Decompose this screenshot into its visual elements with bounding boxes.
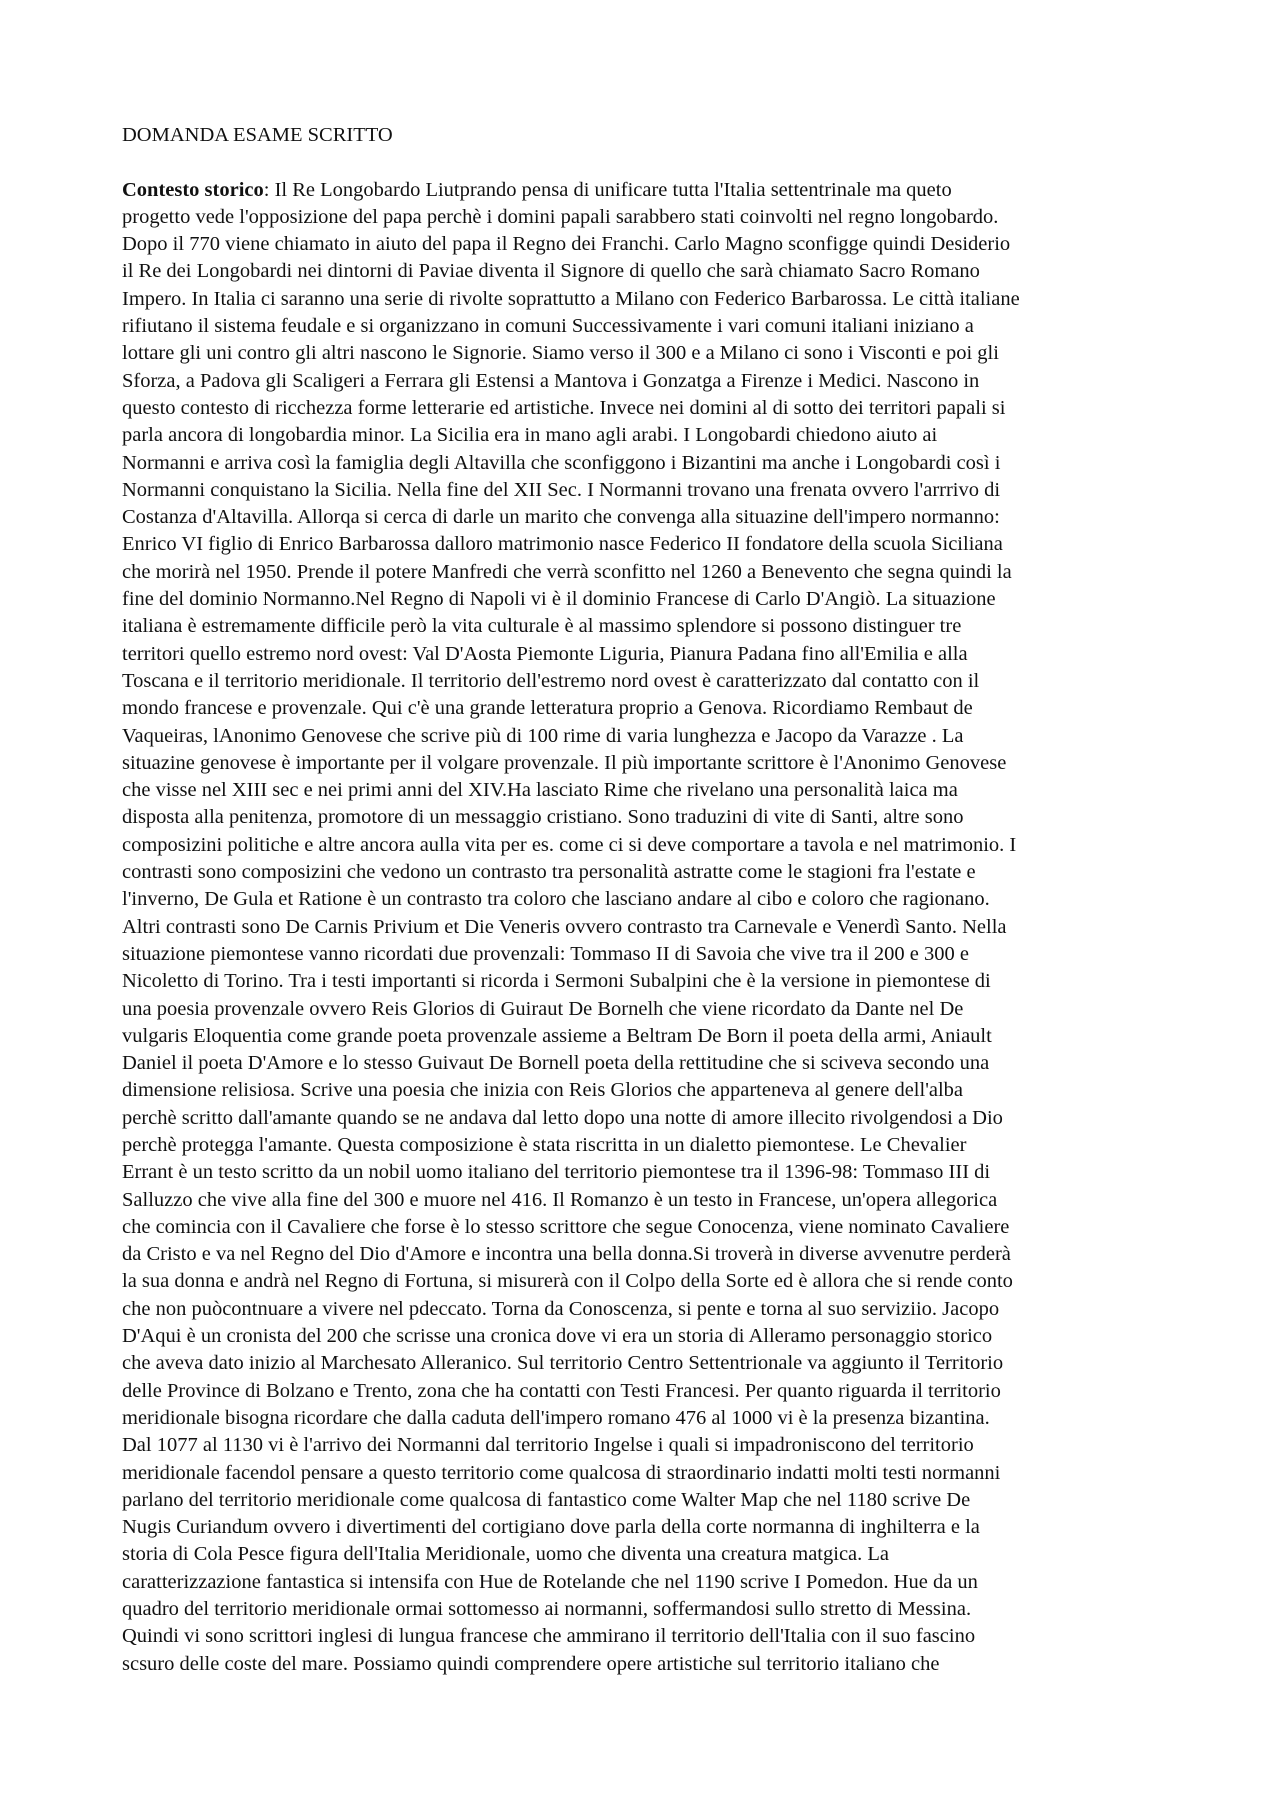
text-line: [122, 1460, 1172, 1487]
text-line: [122, 1378, 1172, 1405]
line-text: storia di Cola Pesce figura dell'Italia Meridionale, uomo che diventa una creatura matgica. La: [122, 1543, 890, 1566]
line-text: situazine genovese è importante per il volgare provenzale. Il più importante scrittore è l'Anonimo Genovese: [122, 751, 1007, 774]
text-line: [122, 1432, 1172, 1459]
line-text: Nugis Curiandum ovvero i divertimenti del cortigiano dove parla della corte normanna di inghilterra e la: [122, 1516, 980, 1539]
line-text: dimensione relisiosa. Scrive una poesia che inizia con Reis Glorios che apparteneva al genere dell'alba: [122, 1079, 964, 1102]
text-line: [122, 450, 1172, 477]
line-text: questo contesto di ricchezza forme letterarie ed artistiche. Invece nei domini al di sotto dei territori papali si: [122, 396, 1006, 419]
line-text: Altri contrasti sono De Carnis Privium et Die Veneris ovvero contrasto tra Carnevale e Venerdì Santo. Nella: [122, 915, 1007, 938]
text-line: [122, 1050, 1172, 1077]
document-title: DOMANDA ESAME SCRITTO: [122, 124, 393, 146]
text-line: [122, 204, 1172, 231]
line-text: scsuro delle coste del mare. Possiamo quindi comprendere opere artistiche sul territorio italiano che: [122, 1652, 940, 1675]
document-page: [122, 122, 1172, 1678]
line-text: progetto vede l'opposizione del papa perchè i domini papali sarabbero stati coinvolti nel regno longobardo.: [122, 205, 999, 228]
text-line: [122, 1350, 1172, 1377]
text-line: [122, 1569, 1172, 1596]
text-line: [122, 1323, 1172, 1350]
text-line: [122, 395, 1172, 422]
line-text: mondo francese e provenzale. Qui c'è una grande letteratura proprio a Genova. Ricordiamo Rembaut de: [122, 697, 973, 720]
text-line: [122, 723, 1172, 750]
line-text: Vaqueiras, lAnonimo Genovese che scrive più di 100 rime di varia lunghezza e Jacopo da Varazze . La: [122, 724, 964, 747]
line-text: Enrico VI figlio di Enrico Barbarossa dalloro matrimonio nasce Federico II fondatore della scuola Siciliana: [122, 533, 1003, 556]
line-text: delle Province di Bolzano e Trento, zona che ha contatti con Testi Francesi. Per quanto riguarda il territorio: [122, 1379, 1001, 1402]
text-line: [122, 750, 1172, 777]
text-line: [122, 1651, 1172, 1678]
text-line: [122, 804, 1172, 831]
line-text: Toscana e il territorio meridionale. Il territorio dell'estremo nord ovest è caratterizzato dal contatto con il: [122, 669, 980, 692]
line-text: che visse nel XIII sec e nei primi anni del XIV.Ha lasciato Rime che rivelano una personalità laica ma: [122, 779, 958, 802]
line-text: vulgaris Eloquentia come grande poeta provenzale assieme a Beltram De Born il poeta della armi, Aniault: [122, 1024, 992, 1047]
line-text: contrasti sono composizini che vedono un contrasto tra personalità astratte come le stagioni fra l'estate e: [122, 861, 976, 884]
text-line: [122, 231, 1172, 258]
line-text: fine del dominio Normanno.Nel Regno di Napoli vi è il dominio Francese di Carlo D'Angiò. La situazione: [122, 588, 996, 611]
line-text: territori quello estremo nord ovest: Val D'Aosta Piemonte Liguria, Pianura Padana fino all'Emilia e alla: [122, 642, 968, 665]
text-line: [122, 1596, 1172, 1623]
line-text: Quindi vi sono scrittori inglesi di lungua francese che ammirano il territorio dell'Italia con il suo fascino: [122, 1625, 976, 1648]
line-text: parla ancora di longobardia minor. La Sicilia era in mano agli arabi. I Longobardi chiedono aiuto ai: [122, 424, 938, 447]
text-line: [122, 1487, 1172, 1514]
line-text: il Re dei Longobardi nei dintorni di Paviae diventa il Signore di quello che sarà chiamato Sacro Romano: [122, 260, 980, 283]
text-line: [122, 668, 1172, 695]
text-line: [122, 1132, 1172, 1159]
text-line: [122, 422, 1172, 449]
text-line: [122, 1405, 1172, 1432]
text-line: [122, 695, 1172, 722]
section-label-separator: :: [263, 178, 270, 201]
line-text: l'inverno, De Gula et Ratione è un contrasto tra coloro che lasciano andare al cibo e coloro che ragionano.: [122, 888, 990, 911]
text-line: [122, 177, 1172, 204]
line-text: caratterizzazione fantastica si intensifa con Hue de Rotelande che nel 1190 scrive I Pomedon. Hue da un: [122, 1570, 978, 1593]
line-text: quadro del territorio meridionale ormai sottomesso ai normanni, soffermandosi sullo stretto di Messina.: [122, 1598, 972, 1621]
text-line: [122, 1159, 1172, 1186]
line-text: rifiutano il sistema feudale e si organizzano in comuni Successivamente i vari comuni italiani iniziano a: [122, 315, 974, 338]
line-text: composizini politiche e altre ancora aulla vita per es. come ci si deve comportare a tavola e nel matrimonio. I: [122, 833, 1017, 856]
line-text: meridionale bisogna ricordare che dalla caduta dell'impero romano 476 al 1000 vi è la presenza bizantina.: [122, 1406, 990, 1429]
text-line: [122, 504, 1172, 531]
text-line: [122, 1541, 1172, 1568]
text-line: [122, 1077, 1172, 1104]
line-text: disposta alla penitenza, promotore di un messaggio cristiano. Sono traduzini di vite di Santi, altre sono: [122, 806, 964, 829]
line-text: Sforza, a Padova gli Scaligeri a Ferrara gli Estensi a Mantova i Gonzatga a Firenze i Medici. Nascono in: [122, 369, 980, 392]
text-line: [122, 777, 1172, 804]
text-line: [122, 258, 1172, 285]
line-text: una poesia provenzale ovvero Reis Glorios di Guiraut De Bornelh che viene ricordato da Dante nel De: [122, 997, 964, 1020]
line-text: Salluzzo che vive alla fine del 300 e muore nel 416. Il Romanzo è un testo in Francese, un'opera allegorica: [122, 1188, 998, 1211]
line-text: situazione piemontese vanno ricordati due provenzali: Tommaso II di Savoia che vive tra il 200 e 300 e: [122, 942, 969, 965]
document-body: [122, 177, 1172, 1678]
line-text: parlano del territorio meridionale come qualcosa di fantastico come Walter Map che nel 1180 scrive De: [122, 1488, 971, 1511]
text-line: [122, 1241, 1172, 1268]
text-line: [122, 1268, 1172, 1295]
line-text: Normanni e arriva così la famiglia degli Altavilla che sconfiggono i Bizantini ma anche i Longobardi così i: [122, 451, 1001, 474]
line-text: perchè protegga l'amante. Questa composizione è stata riscritta in un dialetto piemontese. Le Chevalier: [122, 1133, 967, 1156]
text-line: [122, 368, 1172, 395]
line-text: che comincia con il Cavaliere che forse è lo stesso scrittore che segue Conocenza, viene nominato Cavaliere: [122, 1215, 1010, 1238]
text-line: [122, 859, 1172, 886]
line-text: da Cristo e va nel Regno del Dio d'Amore e incontra una bella donna.Si troverà in diverse avvenutre perderà: [122, 1243, 1011, 1266]
text-line: [122, 559, 1172, 586]
text-line: [122, 1214, 1172, 1241]
paragraph-spacer: [122, 149, 1172, 176]
text-line: [122, 914, 1172, 941]
line-text: meridionale facendol pensare a questo territorio come qualcosa di straordinario indatti molti testi normanni: [122, 1461, 1001, 1484]
line-text: Nicoletto di Torino. Tra i testi importanti si ricorda i Sermoni Subalpini che è la versione in piemontese di: [122, 970, 991, 993]
line-text: Dal 1077 al 1130 vi è l'arrivo dei Normanni dal territorio Ingelse i quali si impadroniscono del territorio: [122, 1434, 974, 1457]
text-line: [122, 886, 1172, 913]
line-text: che morirà nel 1950. Prende il potere Manfredi che verrà sconfitto nel 1260 a Benevento che segna quindi la: [122, 560, 1012, 583]
text-line: [122, 1296, 1172, 1323]
text-line: [122, 1187, 1172, 1214]
text-line: [122, 1514, 1172, 1541]
text-line: [122, 641, 1172, 668]
line-text: lottare gli uni contro gli altri nascono le Signorie. Siamo verso il 300 e a Milano ci sono i Visconti e poi gli: [122, 342, 999, 365]
text-line: [122, 968, 1172, 995]
text-line: [122, 996, 1172, 1023]
text-line: [122, 531, 1172, 558]
line-text: che non puòcontnuare a vivere nel pdeccato. Torna da Conoscenza, si pente e torna al suo serviziio. Jacopo: [122, 1297, 1000, 1320]
line-text: perchè scritto dall'amante quando se ne andava dal letto dopo una notte di amore illecito rivolgendosi a Dio: [122, 1106, 1003, 1129]
section-label: Contesto storico: [122, 178, 264, 201]
line-text: Impero. In Italia ci saranno una serie di rivolte soprattutto a Milano con Federico Barbarossa. Le città italiane: [122, 287, 1020, 310]
line-text: Normanni conquistano la Sicilia. Nella fine del XII Sec. I Normanni trovano una frenata ovvero l'arrrivo di: [122, 478, 1001, 501]
text-line: [122, 340, 1172, 367]
line-text: che aveva dato inizio al Marchesato Alleranico. Sul territorio Centro Settentrionale va aggiunto il Territorio: [122, 1352, 1004, 1375]
line-text: italiana è estremamente difficile però la vita culturale è al massimo splendore si possono distinguer tre: [122, 615, 962, 638]
line-text: Dopo il 770 viene chiamato in aiuto del papa il Regno dei Franchi. Carlo Magno sconfigge quindi Desiderio: [122, 233, 1011, 256]
line-text: Il Re Longobardo Liutprando pensa di unificare tutta l'Italia settentrinale ma queto: [269, 178, 952, 201]
text-line: [122, 477, 1172, 504]
text-line: [122, 1105, 1172, 1132]
text-line: [122, 1623, 1172, 1650]
text-line: [122, 313, 1172, 340]
text-line: [122, 832, 1172, 859]
text-line: [122, 941, 1172, 968]
text-line: [122, 1023, 1172, 1050]
text-line: [122, 613, 1172, 640]
line-text: D'Aqui è un cronista del 200 che scrisse una cronica dove vi era un storia di Alleramo personaggio storico: [122, 1325, 993, 1348]
text-line: [122, 586, 1172, 613]
line-text: Errant è un testo scritto da un nobil uomo italiano del territorio piemontese tra il 1396-98: Tommaso III di: [122, 1161, 991, 1184]
line-text: la sua donna e andrà nel Regno di Fortuna, si misurerà con il Colpo della Sorte ed è allora che si rende conto: [122, 1270, 1013, 1293]
line-text: Costanza d'Altavilla. Allorqa si cerca di darle un marito che convenga alla situazine dell'impero normanno:: [122, 506, 1000, 529]
line-text: Daniel il poeta D'Amore e lo stesso Guivaut De Bornell poeta della rettitudine che si sciveva secondo una: [122, 1052, 990, 1075]
text-line: [122, 286, 1172, 313]
